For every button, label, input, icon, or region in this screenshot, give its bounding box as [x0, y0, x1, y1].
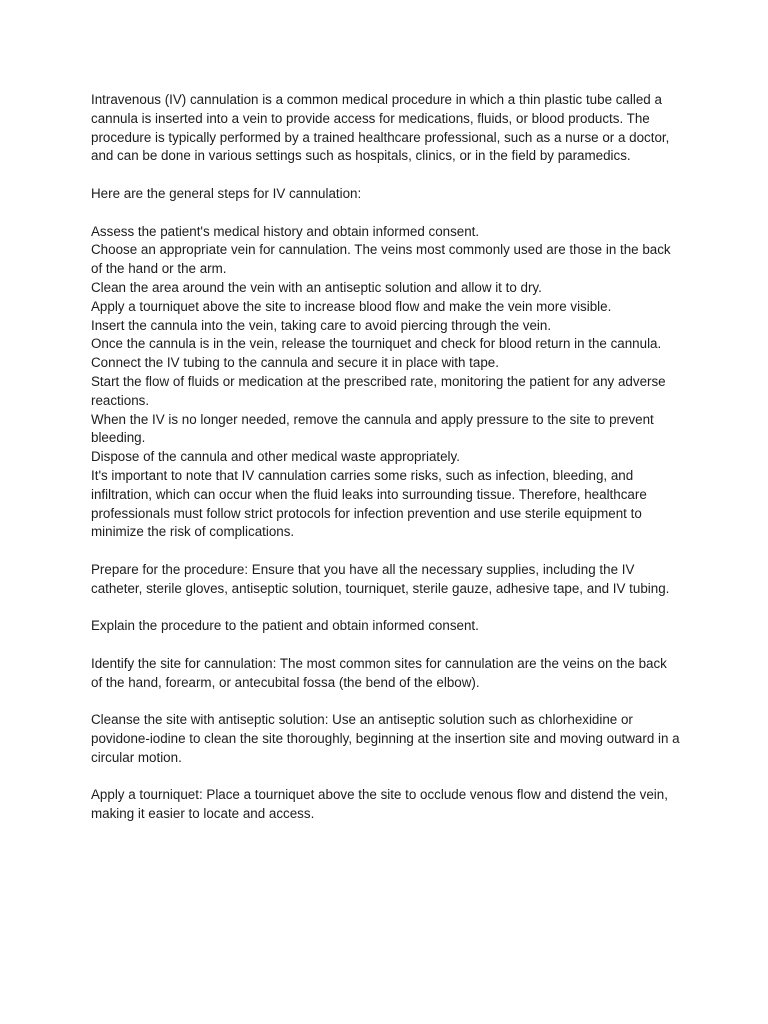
tourniquet-paragraph: Apply a tourniquet: Place a tourniquet above the site to occlude venous flow and distend the vein, making it easier to locate and access. [91, 787, 668, 822]
cleanse-paragraph: Cleanse the site with antiseptic solution: Use an antiseptic solution such as chlorhexidine or povidone-iodine to clean the site thoroughly, beginning at the insertion site and moving outward in a circular motion. [91, 712, 680, 765]
identify-paragraph: Identify the site for cannulation: The most common sites for cannulation are the veins on the back of the hand, forearm, or antecubital fossa (the bend of the elbow). [91, 655, 667, 690]
paragraph-gap [91, 204, 681, 223]
step-line: Insert the cannula into the vein, taking care to avoid piercing through the vein. [91, 317, 552, 333]
step-line: Apply a tourniquet above the site to increase blood flow and make the vein more visible. [91, 298, 612, 314]
step-line: Assess the patient's medical history and obtain informed consent. [91, 223, 480, 239]
prepare-paragraph: Prepare for the procedure: Ensure that you have all the necessary supplies, including the IV catheter, sterile gloves, antiseptic solution, tourniquet, sterile gauze, adhesive tape, and IV tubing. [91, 561, 670, 596]
step-line: When the IV is no longer needed, remove the cannula and apply pressure to the site to prevent bleeding. [91, 411, 654, 446]
step-line: Clean the area around the vein with an antiseptic solution and allow it to dry. [91, 279, 542, 295]
paragraph-gap [91, 542, 681, 561]
paragraph-gap [91, 636, 681, 655]
explain-paragraph: Explain the procedure to the patient and obtain informed consent. [91, 618, 479, 634]
steps-heading: Here are the general steps for IV cannulation: [91, 185, 362, 201]
document-body [91, 91, 681, 824]
paragraph-gap [91, 599, 681, 618]
risk-note: It's important to note that IV cannulation carries some risks, such as infection, bleeding, and infiltration, which can occur when the fluid leaks into surrounding tissue. Therefore, healthcare professionals must follow strict protocols for infection prevention and use sterile equipment to minimize the risk of complications. [91, 467, 647, 540]
intro-paragraph: Intravenous (IV) cannulation is a common medical procedure in which a thin plastic tube called a cannula is inserted into a vein to provide access for medications, fluids, or blood products. The procedure is typically performed by a trained healthcare professional, such as a nurse or a doctor, and can be done in various settings such as hospitals, clinics, or in the field by paramedics. [91, 92, 670, 164]
paragraph-gap [91, 768, 681, 787]
step-line: Connect the IV tubing to the cannula and secure it in place with tape. [91, 355, 499, 371]
step-line: Dispose of the cannula and other medical waste appropriately. [91, 449, 460, 465]
paragraph-gap [91, 693, 681, 712]
step-line: Once the cannula is in the vein, release the tourniquet and check for blood return in the cannula. [91, 336, 662, 352]
step-line: Choose an appropriate vein for cannulation. The veins most commonly used are those in the back of the hand or the arm. [91, 242, 671, 277]
step-line: Start the flow of fluids or medication at the prescribed rate, monitoring the patient for any adverse reactions. [91, 373, 666, 408]
paragraph-gap [91, 166, 681, 185]
